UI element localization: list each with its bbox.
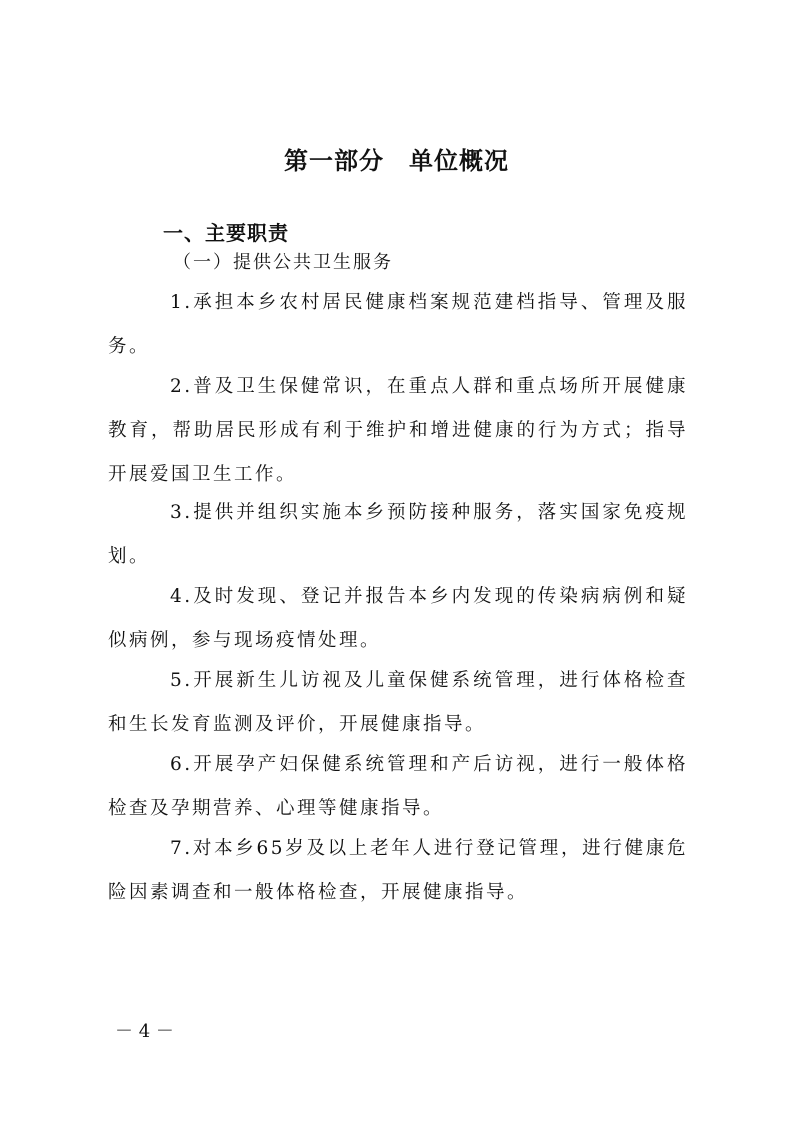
subsection-heading: （一）提供公共卫生服务 (173, 252, 393, 273)
paragraph-5: 5.开展新生儿访视及儿童保健系统管理，进行体格检查和生长发育监测及评价，开展健康指导。 (108, 670, 688, 735)
page-title: 第一部分 单位概况 (284, 147, 509, 175)
paragraph-6: 6.开展孕产妇保健系统管理和产后访视，进行一般体格检查及孕期营养、心理等健康指导。 (108, 754, 688, 819)
paragraph-1: 1.承担本乡农村居民健康档案规范建档指导、管理及服务。 (108, 292, 688, 357)
paragraph-2: 2.普及卫生保健常识，在重点人群和重点场所开展健康教育，帮助居民形成有利于维护和增进健康的行为方式；指导开展爱国卫生工作。 (108, 376, 688, 485)
page-number: － 4 － (115, 1021, 174, 1042)
paragraph-3: 3.提供并组织实施本乡预防接种服务，落实国家免疫规划。 (108, 502, 688, 567)
paragraph-4: 4.及时发现、登记并报告本乡内发现的传染病病例和疑似病例，参与现场疫情处理。 (108, 586, 688, 651)
paragraph-7: 7.对本乡65岁及以上老年人进行登记管理，进行健康危险因素调查和一般体格检查，开展健康指导。 (108, 838, 688, 903)
section-heading: 一、主要职责 (163, 221, 289, 245)
